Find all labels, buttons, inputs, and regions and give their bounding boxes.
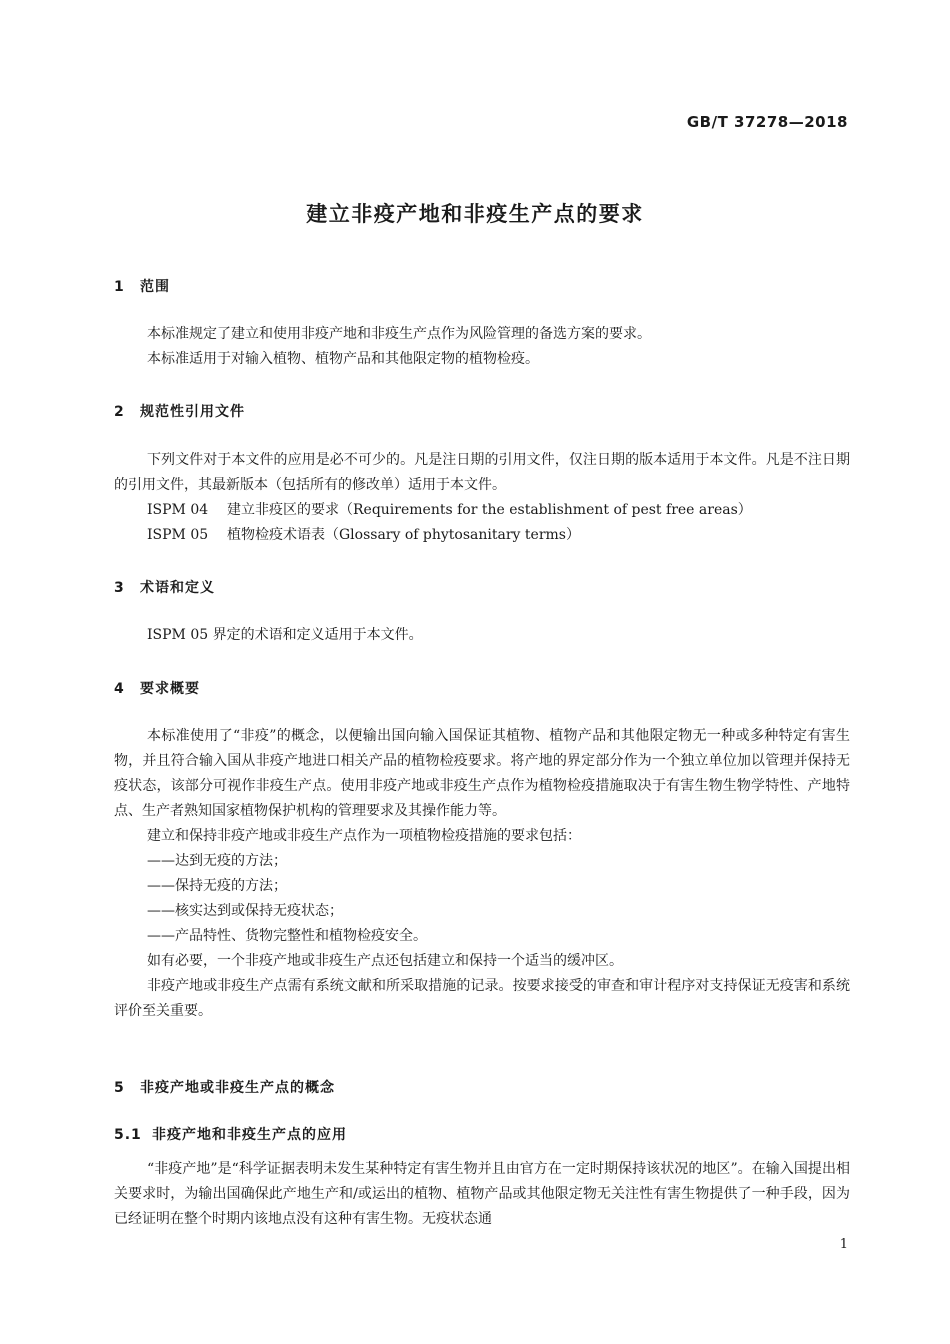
section-number: 4 [114, 681, 125, 697]
list-item: ——核实达到或保持无疫状态； [147, 903, 343, 919]
reference-code: ISPM 05 [147, 527, 209, 543]
paragraph: “非疫产地”是“科学证据表明未发生某种特定有害生物并且由官方在一定时期保持该状况的地区”。在输入国提出相关要求时，为输出国确保此产地生产和/或运出的植物、植物产品或其他限定物无关注性有害生物提供了一种手段，因为已经证明在整个时期内该地点没有这种有害生物。无疫状态通 [114, 1161, 850, 1227]
document-title: 建立非疫产地和非疫生产点的要求 [306, 202, 644, 226]
reference-text: 建立非疫区的要求（Requirements for the establishment of pest free areas） [227, 502, 752, 518]
section-title: 范围 [140, 279, 170, 295]
page-number: 1 [839, 1237, 848, 1252]
section-3-heading [114, 577, 215, 597]
section-5-1-heading [114, 1124, 347, 1144]
section-title: 非疫产地和非疫生产点的应用 [152, 1127, 347, 1143]
section-title: 非疫产地或非疫生产点的概念 [140, 1080, 335, 1096]
section-title: 术语和定义 [140, 580, 215, 596]
section-2-heading [114, 401, 245, 421]
paragraph: 下列文件对于本文件的应用是必不可少的。凡是注日期的引用文件，仅注日期的版本适用于本文件。凡是不注日期的引用文件，其最新版本（包括所有的修改单）适用于本文件。 [114, 452, 850, 493]
reference-item [114, 498, 850, 523]
section-number: 3 [114, 580, 125, 596]
reference-item [114, 523, 850, 548]
paragraph: 本标准规定了建立和使用非疫产地和非疫生产点作为风险管理的备选方案的要求。 [147, 326, 651, 342]
section-title: 要求概要 [140, 681, 200, 697]
section-number: 2 [114, 404, 125, 420]
paragraph: 非疫产地或非疫生产点需有系统文献和所采取措施的记录。按要求接受的审查和审计程序对支持保证无疫害和系统评价至关重要。 [114, 978, 850, 1019]
section-4-heading [114, 678, 200, 698]
section-2-body [114, 448, 850, 548]
section-3-body [114, 623, 850, 648]
section-number: 5 [114, 1080, 125, 1096]
reference-code: ISPM 04 [147, 502, 209, 518]
section-5-heading [114, 1077, 335, 1097]
section-5-1-body [114, 1157, 850, 1232]
section-4-body [114, 724, 850, 1024]
section-1-body [114, 322, 850, 372]
paragraph: 如有必要，一个非疫产地或非疫生产点还包括建立和保持一个适当的缓冲区。 [147, 953, 623, 969]
section-title: 规范性引用文件 [140, 404, 245, 420]
list-item: ——保持无疫的方法； [147, 878, 287, 894]
paragraph: 建立和保持非疫产地或非疫生产点作为一项植物检疫措施的要求包括： [147, 828, 581, 844]
paragraph: 本标准使用了“非疫”的概念，以便输出国向输入国保证其植物、植物产品和其他限定物无一种或多种特定有害生物，并且符合输入国从非疫产地进口相关产品的植物检疫要求。将产地的界定部分作为一个独立单位加以管理并保持无疫状态，该部分可视作非疫生产点。使用非疫产地或非疫生产点作为植物检疫措施取决于有害生物生物学特性、产地特点、生产者熟知国家植物保护机构的管理要求及其操作能力等。 [114, 728, 850, 819]
section-1-heading [114, 276, 170, 296]
section-number: 1 [114, 279, 125, 295]
section-number: 5.1 [114, 1127, 142, 1143]
list-item: ——达到无疫的方法； [147, 853, 287, 869]
list-item: ——产品特性、货物完整性和植物检疫安全。 [147, 928, 427, 944]
standard-number: GB/T 37278—2018 [686, 113, 848, 131]
reference-text: 植物检疫术语表（Glossary of phytosanitary terms） [227, 527, 580, 543]
paragraph: 本标准适用于对输入植物、植物产品和其他限定物的植物检疫。 [147, 351, 539, 367]
paragraph: ISPM 05 界定的术语和定义适用于本文件。 [147, 627, 423, 643]
